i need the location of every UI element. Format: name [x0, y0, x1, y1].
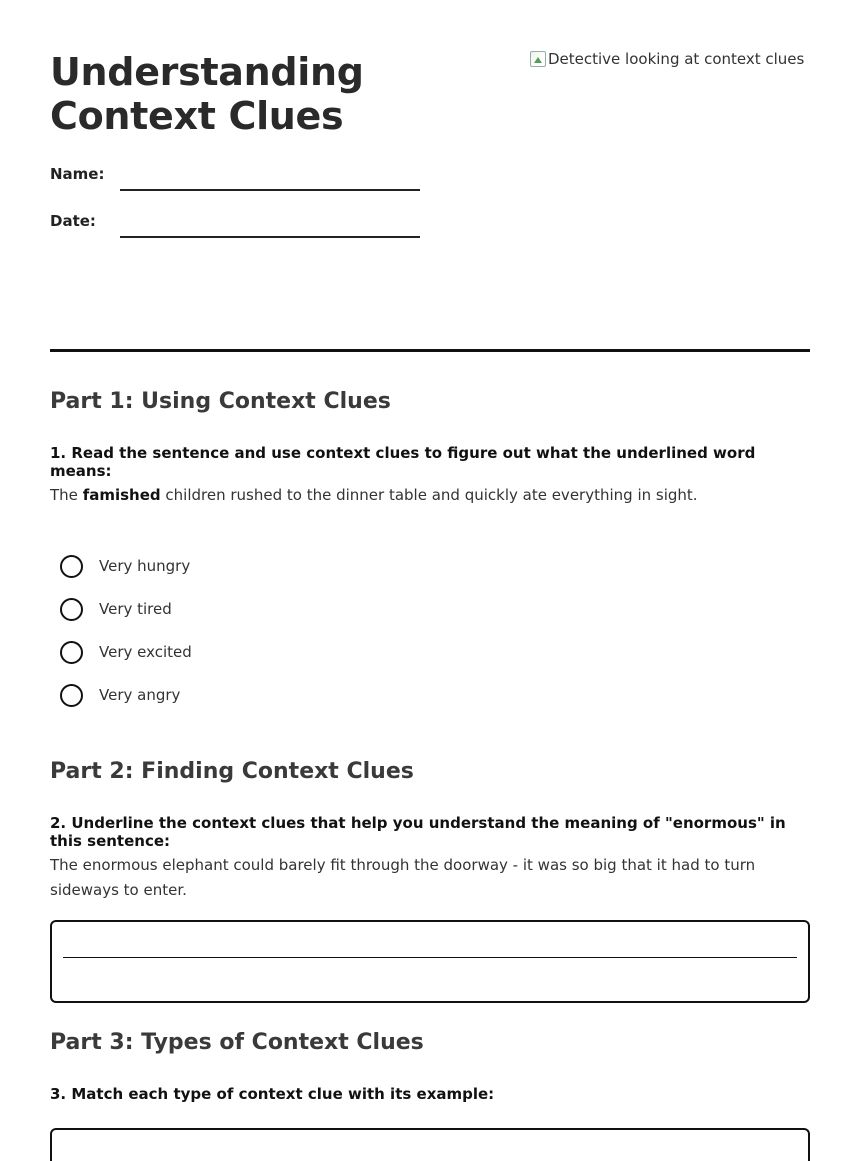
radio-button[interactable] [60, 555, 83, 578]
matching-box[interactable] [50, 1128, 810, 1161]
option-label: Very hungry [99, 557, 191, 575]
date-field[interactable] [50, 212, 420, 242]
option-very-tired[interactable] [60, 596, 172, 622]
radio-button[interactable] [60, 641, 83, 664]
part2-sentence: The enormous elephant could barely fit through the doorway - it was so big that it had to turn sideways to enter. [50, 856, 756, 899]
page-title: Understanding Context Clues [50, 50, 364, 138]
image-alt-text: Detective looking at context clues [548, 50, 805, 68]
question-2: 2. Underline the context clues that help you understand the meaning of "enormous" in this sentence: [50, 814, 786, 850]
question-3: 3. Match each type of context clue with its example: [50, 1085, 495, 1103]
option-label: Very excited [99, 643, 192, 661]
name-label: Name: [50, 165, 105, 183]
broken-image-icon [530, 51, 546, 67]
option-very-excited[interactable] [60, 639, 192, 665]
part1-title: Part 1: Using Context Clues [50, 389, 391, 414]
part1-sentence [50, 483, 810, 508]
radio-button[interactable] [60, 684, 83, 707]
name-field[interactable] [50, 165, 420, 195]
option-very-hungry[interactable] [60, 553, 190, 579]
answer-box[interactable] [50, 920, 810, 1003]
header-divider [50, 349, 810, 352]
option-label: Very angry [99, 686, 181, 704]
sentence-prefix: The [50, 486, 78, 504]
part3-title: Part 3: Types of Context Clues [50, 1030, 424, 1055]
sentence-suffix: children rushed to the dinner table and quickly ate everything in sight. [165, 486, 698, 504]
option-very-angry[interactable] [60, 682, 180, 708]
date-input-line[interactable] [120, 236, 420, 238]
radio-button[interactable] [60, 598, 83, 621]
part2-title: Part 2: Finding Context Clues [50, 759, 414, 784]
detective-image [530, 50, 810, 80]
answer-line [63, 957, 797, 958]
name-input-line[interactable] [120, 189, 420, 191]
date-label: Date: [50, 212, 96, 230]
question-1: 1. Read the sentence and use context clues to figure out what the underlined word means: [50, 444, 756, 480]
option-label: Very tired [99, 600, 172, 618]
target-word: famished [82, 486, 161, 504]
